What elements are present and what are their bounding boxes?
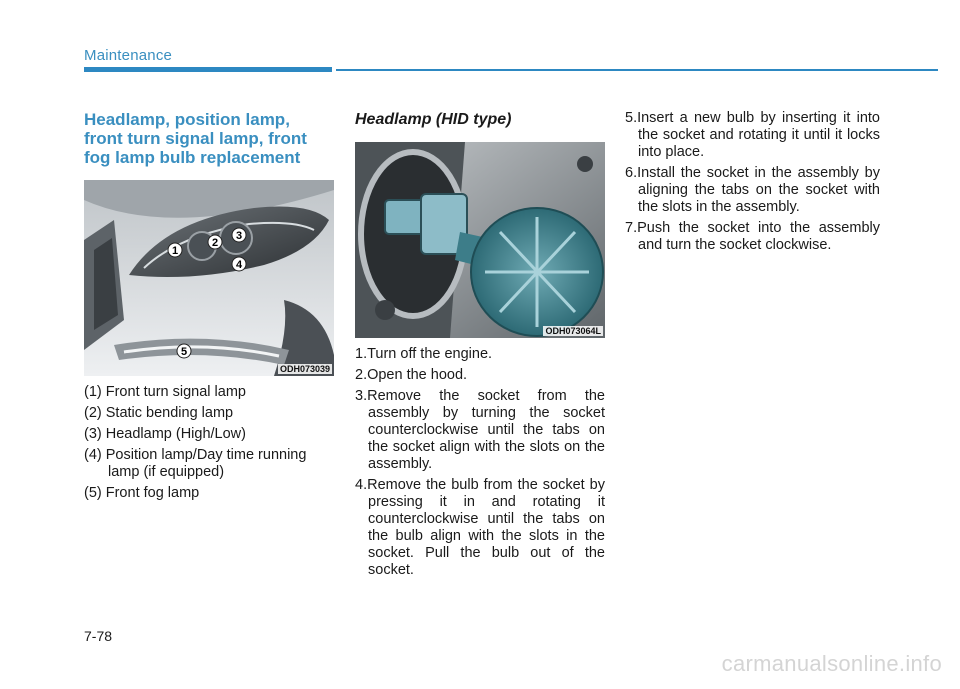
callout-3: 3 (235, 230, 243, 242)
column-middle (355, 110, 605, 583)
page-number: 7-78 (84, 628, 113, 644)
section-label: Maintenance (84, 47, 173, 64)
figure-code: ODH073039 (279, 364, 330, 374)
component-list (84, 384, 334, 502)
callout-2: 2 (211, 237, 219, 249)
list-item: 3.Remove the socket from the assembly by turning the socket counterclockwise until the tabs on the socket align with the slots on the assembly. (355, 388, 605, 472)
callout-1: 1 (171, 245, 179, 257)
list-item: (5) Front fog lamp (84, 485, 200, 501)
callout-4: 4 (235, 259, 243, 271)
watermark: carmanualsonline.info (721, 651, 942, 676)
list-item: 6.Install the socket in the assembly by aligning the tabs on the socket with the slots in the assembly. (625, 165, 880, 215)
callout-5: 5 (180, 346, 188, 358)
list-item: (3) Headlamp (High/Low) (84, 426, 246, 442)
list-item: 4.Remove the bulb from the socket by pressing it in and rotating it counterclockwise until the tabs on the bulb align with the slots in the socket. Pull the bulb out of the socket. (355, 477, 605, 578)
header-rule-thin (336, 69, 938, 71)
list-item: (2) Static bending lamp (84, 405, 234, 421)
figure-code: ODH073064L (545, 326, 601, 336)
section-heading: Headlamp, position lamp, front turn signal lamp, front fog lamp bulb replacement (84, 110, 307, 167)
list-item: 2.Open the hood. (355, 367, 468, 383)
headlamp-figure (84, 180, 334, 376)
headlamp-illustration (84, 180, 334, 376)
steps-list (355, 346, 605, 579)
column-left (84, 110, 334, 506)
column-right (625, 110, 880, 258)
header-rule-thick (84, 67, 332, 72)
subsection-heading: Headlamp (HID type) (355, 111, 512, 128)
steps-list-continued (625, 110, 880, 254)
list-item: (1) Front turn signal lamp (84, 384, 246, 400)
hid-socket-illustration (355, 142, 605, 338)
list-item: 7.Push the socket into the assembly and turn the socket clockwise. (625, 220, 880, 253)
list-item: 5.Insert a new bulb by inserting it into the socket and rotating it until it locks into place. (625, 110, 880, 160)
hid-socket-figure (355, 142, 605, 338)
list-item: (4) Position lamp/Day time running lamp (if equipped) (84, 447, 307, 480)
list-item: 1.Turn off the engine. (355, 346, 493, 362)
